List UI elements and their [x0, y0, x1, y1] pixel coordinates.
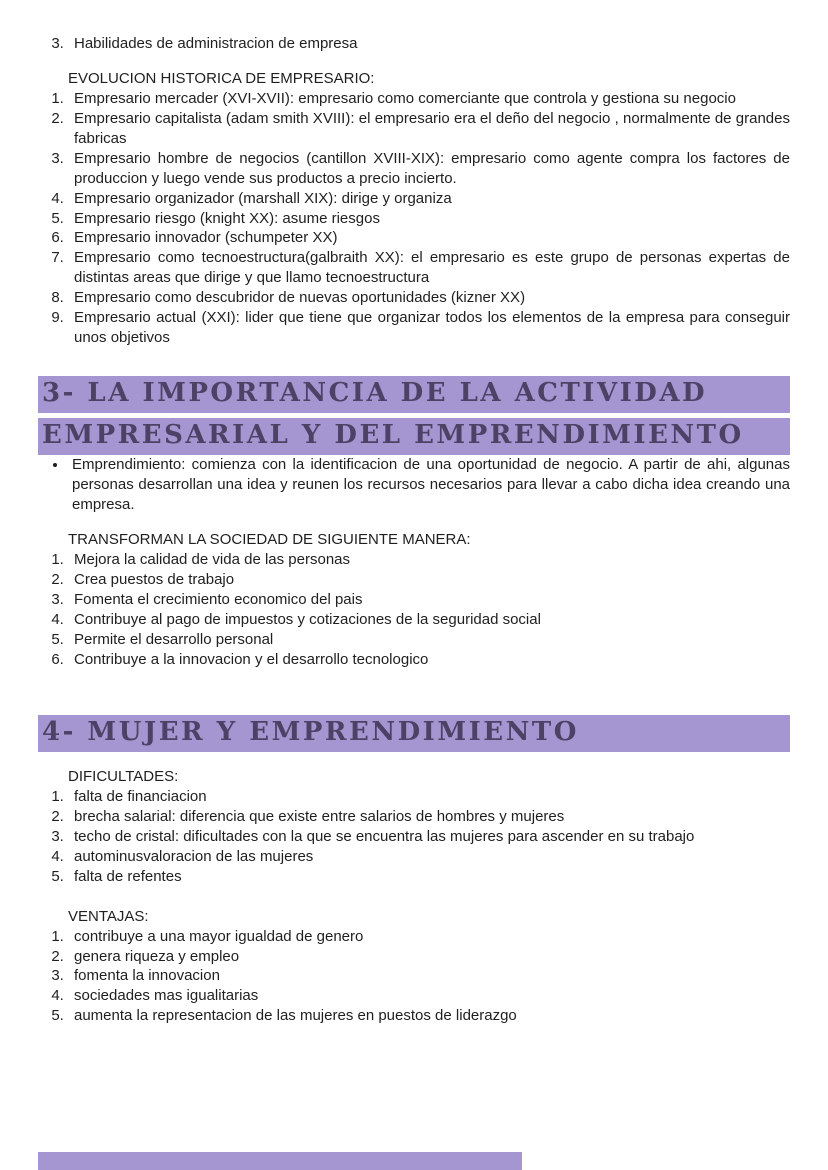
transforman-list [38, 550, 790, 670]
dificultades-list [38, 787, 790, 887]
list-item: 4. Contribuye al pago de impuestos y cotizaciones de la seguridad social [68, 610, 790, 630]
section3-heading [38, 376, 790, 455]
list-item: 5. Empresario riesgo (knight XX): asume riesgos [68, 209, 790, 229]
transforman-subheading: TRANSFORMAN LA SOCIEDAD DE SIGUIENTE MANERA: [68, 531, 471, 549]
list-item: 3. Habilidades de administracion de empresa [68, 34, 790, 54]
list-item: 2. genera riqueza y empleo [68, 947, 790, 967]
list-item: 7. Empresario como tecnoestructura(galbraith XX): el empresario es este grupo de personas expertas de distintas areas que dirige y que llamo tecnoestructura [68, 248, 790, 288]
list-item: 3. Fomenta el crecimiento economico del pais [68, 590, 790, 610]
emprendimiento-definition [38, 455, 790, 515]
list-item: 5. aumenta la representacion de las mujeres en puestos de liderazgo [68, 1006, 790, 1026]
list-item: 1. Empresario mercader (XVI-XVII): empresario como comerciante que controla y gestiona su negocio [68, 89, 790, 109]
list-item: 3. Empresario hombre de negocios (cantillon XVIII-XIX): empresario como agente compra los factores de produccion y luego vende sus productos a precio incierto. [68, 149, 790, 189]
list-item: 4. sociedades mas igualitarias [68, 986, 790, 1006]
list-item: 3. fomenta la innovacion [68, 966, 790, 986]
ventajas-subheading: VENTAJAS: [68, 907, 149, 925]
next-section-heading-partial [38, 1152, 522, 1170]
list-item: 1. Mejora la calidad de vida de las personas [68, 550, 790, 570]
list-item: 1. falta de financiacion [68, 787, 790, 807]
section3-heading-line1: 3- LA IMPORTANCIA DE LA ACTIVIDAD [38, 376, 790, 413]
section4-heading-line: 4- MUJER Y EMPRENDIMIENTO [38, 715, 790, 752]
list-item: 4. autominusvaloracion de las mujeres [68, 847, 790, 867]
list-item: 2. Crea puestos de trabajo [68, 570, 790, 590]
dificultades-subheading: DIFICULTADES: [68, 768, 179, 785]
list-item: 4. Empresario organizador (marshall XIX): dirige y organiza [68, 189, 790, 209]
list-item: 5. Permite el desarrollo personal [68, 630, 790, 650]
list-item: 8. Empresario como descubridor de nuevas oportunidades (kizner XX) [68, 288, 790, 308]
ventajas-list [38, 927, 790, 1027]
list-item: 5. falta de refentes [68, 867, 790, 887]
bullet-item: • Emprendimiento: comienza con la identificacion de una oportunidad de negocio. A partir de ahi, algunas personas desarrollan una idea y reunen los recursos necesarios para llevar a cabo dicha idea creando una empresa. [68, 455, 790, 515]
section3-heading-line2: EMPRESARIAL Y DEL EMPRENDIMIENTO [38, 418, 790, 455]
list-item: 2. Empresario capitalista (adam smith XVIII): el empresario era el deño del negocio , normalmente de grandes fabricas [68, 109, 790, 149]
list-item: 6. Contribuye a la innovacion y el desarrollo tecnologico [68, 650, 790, 670]
list-item: 1. contribuye a una mayor igualdad de genero [68, 927, 790, 947]
list-item: 2. brecha salarial: diferencia que existe entre salarios de hombres y mujeres [68, 807, 790, 827]
evolucion-list [38, 89, 790, 348]
evolucion-subheading: EVOLUCION HISTORICA DE EMPRESARIO: [68, 69, 375, 87]
section4-heading [38, 715, 790, 752]
list-item: 9. Empresario actual (XXI): lider que tiene que organizar todos los elementos de la empresa para conseguir unos objetivos [68, 308, 790, 348]
list-item: 3. techo de cristal: dificultades con la que se encuentra las mujeres para ascender en su trabajo [68, 827, 790, 847]
list-item: 6. Empresario innovador (schumpeter XX) [68, 228, 790, 248]
admin-skills-list [38, 34, 790, 54]
